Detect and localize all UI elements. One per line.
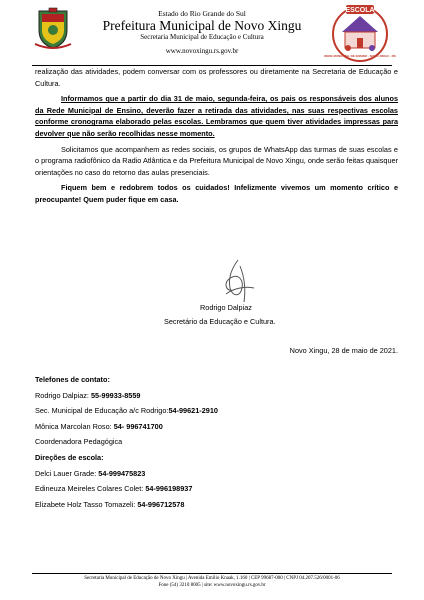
municipal-crest-icon [35,8,71,50]
letterhead [0,0,424,66]
contact-label: Delci Lauer Grade: [35,468,99,478]
schools-title: Direções de escola: [35,452,104,462]
contact-row [35,403,218,419]
page-footer [32,575,392,589]
signer-role: Secretário da Educação e Cultura. [164,317,276,326]
website-text: www.novoxingu.rs.gov.br [165,47,239,55]
state-name: Estado do Rio Grande do Sul [158,9,246,18]
signer-name: Rodrigo Dalpiaz [200,303,252,312]
contact-row [35,388,218,404]
paragraph-1: realização das atividades, podem conversar com os professores ou diretamente na Secretaria de Educação e Cultura. [35,67,398,88]
footer-address: Secretaria Municipal de Educação de Novo Xingu | Avenida Emílio Knaak, 1.160 | CEP 99687-000 | CNPJ 04.207.526/0001-06 [84,576,340,581]
secretaria-name: Secretaria Municipal de Educação e Cultura [140,33,264,41]
footer-contact: Fone (54) 3210 8005 | site: www.novoxingu.rs.gov.br [158,583,266,588]
contact-phone: 54- 996741700 [113,421,163,431]
paragraph-4: Fiquem bem e redobrem todos os cuidados! Infelizmente vivemos um momento crítico e preocupante! Quem puder fique em casa. [35,183,398,204]
contacts-section [35,372,218,512]
paragraph-2: Informamos que a partir do dia 31 de maio, segunda-feira, os pais os responsáveis dos alunos da Rede Municipal de Ensino, deverão fazer a retirada das atividades, nas suas respectivas escolas conforme cronograma elaborado pelas escolas. Lembramos que quem tiver atividades impressas para devolver que não serão recolhidas nesse momento. [35,94,398,138]
contact-label: Elizabete Holz Tasso Tomazeli: [35,499,138,509]
letter-body [35,66,398,206]
contact-label: Rodrigo Dalpiaz: [35,390,91,400]
contact-phone: 54-996712578 [137,499,185,509]
contact-phone: 54-999475823 [98,468,146,478]
letter-date: Novo Xingu, 28 de maio de 2021. [289,346,398,355]
prefeitura-name: Prefeitura Municipal de Novo Xingu [102,18,302,33]
contact-phone: 54-99621-2910 [168,406,218,416]
school-network-logo-icon [324,2,396,62]
handwritten-signature-icon [218,258,258,308]
contact-label: Mônica Marcolan Roso: [35,421,114,431]
school-contact-row [35,466,218,482]
contact-label: Sec. Municipal de Educação a/c Rodrigo: [35,406,169,416]
coordinator-role: Coordenadora Pedagógica [35,437,123,447]
school-logo-title: ESCOLA [345,7,375,14]
school-contact-row [35,497,218,513]
letterhead-text [80,9,324,56]
contact-phone: 55-99933-8559 [90,390,141,400]
paragraph-3: Solicitamos que acompanhem as redes sociais, os grupos de WhatsApp das turmas de suas escolas e o programa radiofônico da Radio Atlântica e da Prefeitura Municipal de Novo Xingu, onde serão feitas quaisquer orientações no caso do retorno das aulas presenciais. [35,144,398,177]
school-contact-row [35,481,218,497]
contact-label: Edineuza Meireles Colares Colet: [35,484,146,494]
contact-row [35,419,218,435]
contacts-title: Telefones de contato: [35,375,110,384]
contact-phone: 54-996198937 [145,484,193,494]
footer-divider [32,573,392,574]
school-logo-caption: REDE MUNICIPAL DE ENSINO · NOVO XINGU - RS [324,54,396,58]
